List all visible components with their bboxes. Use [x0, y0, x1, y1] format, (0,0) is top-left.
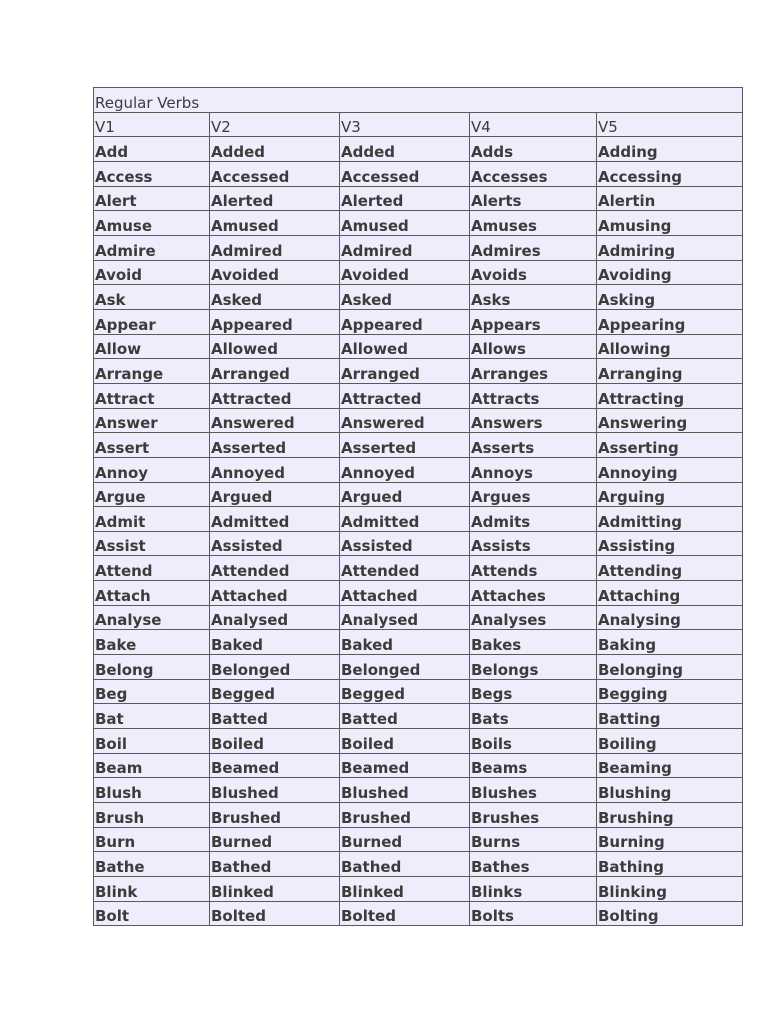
- verb-cell-v4: Blinks: [470, 877, 597, 902]
- table-row: [94, 827, 743, 852]
- table-body: [94, 88, 743, 926]
- table-row: [94, 581, 743, 606]
- verb-cell-v4: Admires: [470, 235, 597, 260]
- verb-cell-v3: Allowed: [340, 334, 470, 359]
- table-row: [94, 704, 743, 729]
- verb-cell-v2: Allowed: [210, 334, 340, 359]
- table-row: [94, 605, 743, 630]
- verb-cell-v1: Blush: [94, 778, 210, 803]
- verb-cell-v2: Attracted: [210, 383, 340, 408]
- verb-cell-v2: Added: [210, 137, 340, 162]
- verb-cell-v4: Belongs: [470, 655, 597, 680]
- verb-cell-v5: Brushing: [597, 803, 743, 828]
- table-row: [94, 630, 743, 655]
- verb-cell-v4: Asserts: [470, 433, 597, 458]
- verb-cell-v3: Amused: [340, 211, 470, 236]
- verb-cell-v4: Appears: [470, 309, 597, 334]
- verb-cell-v3: Annoyed: [340, 457, 470, 482]
- column-header-v1: V1: [94, 112, 210, 137]
- verb-cell-v2: Avoided: [210, 260, 340, 285]
- verb-cell-v1: Beg: [94, 679, 210, 704]
- table-row: [94, 334, 743, 359]
- table-row: [94, 852, 743, 877]
- verb-cell-v4: Bathes: [470, 852, 597, 877]
- verb-cell-v3: Belonged: [340, 655, 470, 680]
- verb-cell-v5: Attracting: [597, 383, 743, 408]
- verb-cell-v5: Avoiding: [597, 260, 743, 285]
- verb-cell-v5: Blushing: [597, 778, 743, 803]
- verb-cell-v5: Belonging: [597, 655, 743, 680]
- verb-cell-v3: Bolted: [340, 901, 470, 926]
- verb-cell-v2: Blinked: [210, 877, 340, 902]
- table-row: [94, 778, 743, 803]
- verb-cell-v5: Arranging: [597, 359, 743, 384]
- verb-cell-v2: Bolted: [210, 901, 340, 926]
- verb-cell-v2: Begged: [210, 679, 340, 704]
- table-row: [94, 359, 743, 384]
- verb-cell-v4: Assists: [470, 531, 597, 556]
- verb-cell-v4: Answers: [470, 408, 597, 433]
- verb-cell-v5: Begging: [597, 679, 743, 704]
- table-row: [94, 482, 743, 507]
- verb-cell-v2: Asserted: [210, 433, 340, 458]
- verb-cell-v1: Ask: [94, 285, 210, 310]
- verb-cell-v5: Boiling: [597, 729, 743, 754]
- verb-cell-v3: Boiled: [340, 729, 470, 754]
- verb-cell-v5: Bathing: [597, 852, 743, 877]
- table-row: [94, 211, 743, 236]
- verb-cell-v4: Annoys: [470, 457, 597, 482]
- verb-cell-v3: Alerted: [340, 186, 470, 211]
- verb-cell-v5: Admiring: [597, 235, 743, 260]
- verb-cell-v1: Beam: [94, 753, 210, 778]
- verb-cell-v1: Blink: [94, 877, 210, 902]
- verb-cell-v5: Admitting: [597, 507, 743, 532]
- verb-cell-v4: Bolts: [470, 901, 597, 926]
- verb-cell-v1: Bat: [94, 704, 210, 729]
- table-row: [94, 285, 743, 310]
- verb-cell-v2: Belonged: [210, 655, 340, 680]
- table-row: [94, 556, 743, 581]
- verb-cell-v5: Accessing: [597, 161, 743, 186]
- verb-cell-v2: Burned: [210, 827, 340, 852]
- table-title: Regular Verbs: [94, 88, 743, 113]
- verb-cell-v5: Asserting: [597, 433, 743, 458]
- verb-cell-v3: Admitted: [340, 507, 470, 532]
- verb-cell-v2: Analysed: [210, 605, 340, 630]
- verb-cell-v1: Attract: [94, 383, 210, 408]
- table-row: [94, 753, 743, 778]
- verb-cell-v5: Adding: [597, 137, 743, 162]
- verb-cell-v1: Argue: [94, 482, 210, 507]
- verb-cell-v5: Answering: [597, 408, 743, 433]
- verb-cell-v4: Adds: [470, 137, 597, 162]
- verb-cell-v5: Bolting: [597, 901, 743, 926]
- verb-cell-v3: Accessed: [340, 161, 470, 186]
- verb-cell-v3: Admired: [340, 235, 470, 260]
- verb-cell-v1: Analyse: [94, 605, 210, 630]
- verb-cell-v5: Burning: [597, 827, 743, 852]
- verb-cell-v4: Allows: [470, 334, 597, 359]
- verb-cell-v3: Burned: [340, 827, 470, 852]
- verb-cell-v3: Appeared: [340, 309, 470, 334]
- verb-cell-v2: Beamed: [210, 753, 340, 778]
- verb-cell-v2: Annoyed: [210, 457, 340, 482]
- verb-cell-v2: Bathed: [210, 852, 340, 877]
- verb-cell-v5: Attaching: [597, 581, 743, 606]
- table-row: [94, 877, 743, 902]
- table-row: [94, 309, 743, 334]
- verb-cell-v2: Boiled: [210, 729, 340, 754]
- verb-cell-v1: Belong: [94, 655, 210, 680]
- verb-cell-v5: Assisting: [597, 531, 743, 556]
- verb-cell-v2: Batted: [210, 704, 340, 729]
- verb-cell-v4: Attracts: [470, 383, 597, 408]
- verb-cell-v1: Bathe: [94, 852, 210, 877]
- verb-cell-v1: Brush: [94, 803, 210, 828]
- verb-cell-v2: Answered: [210, 408, 340, 433]
- table-row: [94, 655, 743, 680]
- verb-cell-v2: Argued: [210, 482, 340, 507]
- verb-cell-v5: Blinking: [597, 877, 743, 902]
- table-row: [94, 679, 743, 704]
- verb-cell-v3: Bathed: [340, 852, 470, 877]
- verb-cell-v4: Asks: [470, 285, 597, 310]
- verb-cell-v2: Arranged: [210, 359, 340, 384]
- column-header-v4: V4: [470, 112, 597, 137]
- verb-cell-v2: Brushed: [210, 803, 340, 828]
- verb-cell-v2: Admitted: [210, 507, 340, 532]
- verb-cell-v4: Burns: [470, 827, 597, 852]
- verb-cell-v1: Attend: [94, 556, 210, 581]
- verb-cell-v3: Begged: [340, 679, 470, 704]
- table-row: [94, 457, 743, 482]
- verb-cell-v1: Attach: [94, 581, 210, 606]
- table-row: [94, 235, 743, 260]
- verb-cell-v1: Boil: [94, 729, 210, 754]
- verb-cell-v4: Begs: [470, 679, 597, 704]
- verb-cell-v4: Amuses: [470, 211, 597, 236]
- verb-cell-v1: Appear: [94, 309, 210, 334]
- verb-cell-v3: Blinked: [340, 877, 470, 902]
- verb-cell-v3: Avoided: [340, 260, 470, 285]
- verb-cell-v5: Baking: [597, 630, 743, 655]
- verb-cell-v4: Admits: [470, 507, 597, 532]
- verb-cell-v3: Assisted: [340, 531, 470, 556]
- verb-cell-v3: Attached: [340, 581, 470, 606]
- verb-cell-v2: Alerted: [210, 186, 340, 211]
- verb-cell-v5: Batting: [597, 704, 743, 729]
- verb-cell-v2: Attached: [210, 581, 340, 606]
- verb-cell-v5: Appearing: [597, 309, 743, 334]
- verb-cell-v5: Amusing: [597, 211, 743, 236]
- verb-cell-v1: Bake: [94, 630, 210, 655]
- verb-cell-v4: Boils: [470, 729, 597, 754]
- verb-cell-v2: Appeared: [210, 309, 340, 334]
- table-row: [94, 408, 743, 433]
- verb-cell-v5: Annoying: [597, 457, 743, 482]
- verb-cell-v5: Arguing: [597, 482, 743, 507]
- table-row: [94, 803, 743, 828]
- table-row: [94, 260, 743, 285]
- verb-cell-v3: Analysed: [340, 605, 470, 630]
- verb-cell-v1: Add: [94, 137, 210, 162]
- verb-cell-v1: Admire: [94, 235, 210, 260]
- column-header-v5: V5: [597, 112, 743, 137]
- verb-cell-v2: Asked: [210, 285, 340, 310]
- verb-cell-v5: Beaming: [597, 753, 743, 778]
- verb-cell-v4: Bats: [470, 704, 597, 729]
- verb-cell-v3: Answered: [340, 408, 470, 433]
- table-row: [94, 186, 743, 211]
- verb-cell-v4: Accesses: [470, 161, 597, 186]
- verb-cell-v3: Attended: [340, 556, 470, 581]
- verb-cell-v1: Assist: [94, 531, 210, 556]
- verb-cell-v3: Argued: [340, 482, 470, 507]
- verb-cell-v4: Attends: [470, 556, 597, 581]
- table-row: [94, 433, 743, 458]
- verb-cell-v1: Answer: [94, 408, 210, 433]
- verb-cell-v3: Batted: [340, 704, 470, 729]
- table-row: [94, 507, 743, 532]
- verb-cell-v3: Baked: [340, 630, 470, 655]
- verb-cell-v2: Admired: [210, 235, 340, 260]
- verb-cell-v2: Amused: [210, 211, 340, 236]
- column-header-v2: V2: [210, 112, 340, 137]
- verb-cell-v1: Allow: [94, 334, 210, 359]
- verb-cell-v4: Beams: [470, 753, 597, 778]
- verb-cell-v1: Assert: [94, 433, 210, 458]
- verb-cell-v1: Bolt: [94, 901, 210, 926]
- verb-cell-v3: Beamed: [340, 753, 470, 778]
- verb-cell-v2: Attended: [210, 556, 340, 581]
- regular-verbs-table: [93, 87, 743, 926]
- verb-cell-v1: Access: [94, 161, 210, 186]
- verb-cell-v5: Alertin: [597, 186, 743, 211]
- table-row: [94, 383, 743, 408]
- verb-cell-v1: Admit: [94, 507, 210, 532]
- verb-cell-v4: Argues: [470, 482, 597, 507]
- verb-cell-v4: Analyses: [470, 605, 597, 630]
- verb-cell-v5: Allowing: [597, 334, 743, 359]
- verb-cell-v5: Asking: [597, 285, 743, 310]
- verb-cell-v5: Analysing: [597, 605, 743, 630]
- table-row: [94, 161, 743, 186]
- verb-cell-v3: Blushed: [340, 778, 470, 803]
- verb-cell-v3: Brushed: [340, 803, 470, 828]
- verb-cell-v2: Baked: [210, 630, 340, 655]
- table-header-row: [94, 112, 743, 137]
- table-row: [94, 531, 743, 556]
- table-row: [94, 901, 743, 926]
- verb-cell-v1: Alert: [94, 186, 210, 211]
- verb-cell-v3: Attracted: [340, 383, 470, 408]
- table-row: [94, 137, 743, 162]
- column-header-v3: V3: [340, 112, 470, 137]
- verb-cell-v5: Attending: [597, 556, 743, 581]
- verb-cell-v4: Avoids: [470, 260, 597, 285]
- verb-cell-v1: Amuse: [94, 211, 210, 236]
- verb-cell-v3: Added: [340, 137, 470, 162]
- verb-cell-v4: Arranges: [470, 359, 597, 384]
- verb-cell-v1: Annoy: [94, 457, 210, 482]
- verb-cell-v3: Asserted: [340, 433, 470, 458]
- verb-cell-v4: Alerts: [470, 186, 597, 211]
- verb-cell-v3: Asked: [340, 285, 470, 310]
- verb-cell-v1: Arrange: [94, 359, 210, 384]
- verb-cell-v4: Attaches: [470, 581, 597, 606]
- table-title-row: [94, 88, 743, 113]
- verb-cell-v1: Burn: [94, 827, 210, 852]
- verb-cell-v4: Bakes: [470, 630, 597, 655]
- verb-cell-v4: Brushes: [470, 803, 597, 828]
- table-row: [94, 729, 743, 754]
- verb-cell-v2: Accessed: [210, 161, 340, 186]
- verb-cell-v2: Assisted: [210, 531, 340, 556]
- verb-cell-v4: Blushes: [470, 778, 597, 803]
- verb-cell-v1: Avoid: [94, 260, 210, 285]
- verb-cell-v3: Arranged: [340, 359, 470, 384]
- verb-cell-v2: Blushed: [210, 778, 340, 803]
